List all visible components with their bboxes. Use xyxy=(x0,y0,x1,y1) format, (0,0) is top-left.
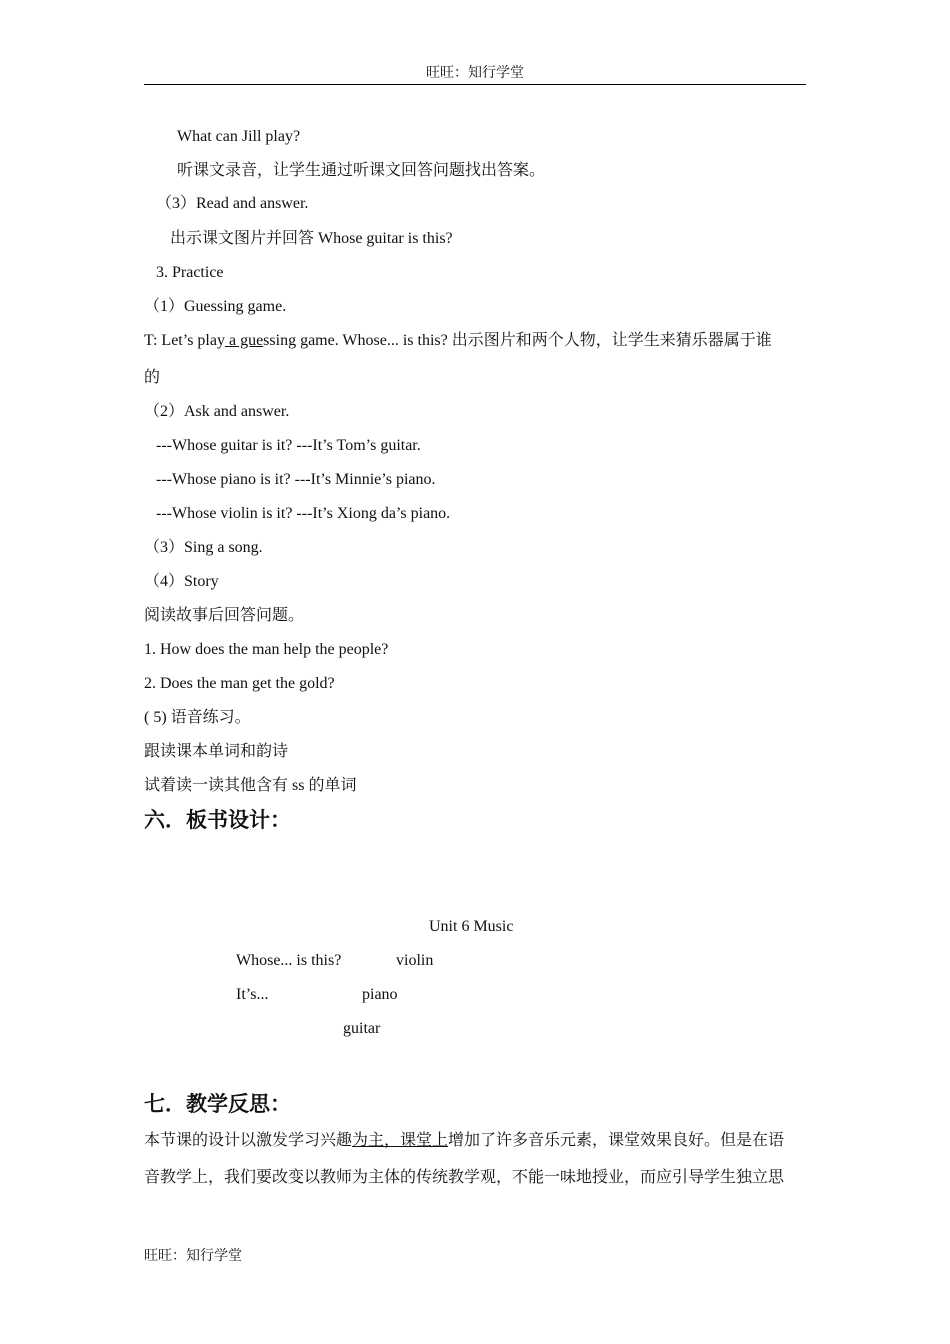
underlined-span: a gue xyxy=(224,332,264,349)
header-rule xyxy=(144,84,806,85)
text-line: 出示课文图片并回答 Whose guitar is this? xyxy=(170,230,453,247)
text-line: 阅读故事后回答问题。 xyxy=(144,607,305,624)
text-span: 本节课的设计以激发学习兴趣 xyxy=(144,1132,353,1149)
page-header: 旺旺：知行学堂 xyxy=(426,66,524,81)
text-span: 增加了许多音乐元素，课堂效果良好。但是在语 xyxy=(448,1132,785,1149)
text-line: 听课文录音，让学生通过听课文回答问题找出答案。 xyxy=(177,162,546,179)
page-footer: 旺旺：知行学堂 xyxy=(144,1249,242,1264)
text-line: 2. Does the man get the gold? xyxy=(144,675,335,692)
text-line: 3. Practice xyxy=(156,264,224,281)
text-span: ssing game. Whose... is this? 出示图片和两个人物，让学生来猜乐器属于谁 xyxy=(263,332,772,349)
section-heading: 六．板书设计： xyxy=(144,808,291,832)
section-heading: 七．教学反思： xyxy=(144,1092,291,1116)
text-line: 跟读课本单词和韵诗 xyxy=(144,743,289,760)
text-line: （4）Story xyxy=(144,573,219,590)
board-word: violin xyxy=(396,952,434,969)
text-line: ( 5) 语音练习。 xyxy=(144,709,251,726)
text-line: （3）Read and answer. xyxy=(156,195,309,212)
text-line: 试着读一读其他含有 ss 的单词 xyxy=(144,777,357,794)
text-line: ---Whose violin is it? ---It’s Xiong da’s piano. xyxy=(156,505,451,522)
text-line: What can Jill play? xyxy=(177,128,301,145)
reflection-line xyxy=(144,1130,784,1152)
board-question: Whose... is this? xyxy=(236,952,342,969)
text-line: （3）Sing a song. xyxy=(144,539,263,556)
text-line: 的 xyxy=(144,369,161,386)
text-line: （2）Ask and answer. xyxy=(144,403,290,420)
text-line: ---Whose guitar is it? ---It’s Tom’s guitar. xyxy=(156,437,421,454)
board-answer: It’s... xyxy=(236,986,269,1003)
text-line: ---Whose piano is it? ---It’s Minnie’s piano. xyxy=(156,471,436,488)
text-line: （1）Guessing game. xyxy=(144,298,287,315)
text-line xyxy=(144,330,772,352)
board-word: piano xyxy=(362,986,398,1003)
board-title: Unit 6 Music xyxy=(429,918,514,935)
text-line: 1. How does the man help the people? xyxy=(144,641,389,658)
board-word: guitar xyxy=(343,1020,381,1037)
text-span: T: Let’s play xyxy=(144,332,225,349)
underlined-span: 为主，课堂上 xyxy=(352,1132,449,1149)
reflection-line: 音教学上，我们要改变以教师为主体的传统教学观，不能一味地授业，而应引导学生独立思 xyxy=(144,1169,785,1186)
